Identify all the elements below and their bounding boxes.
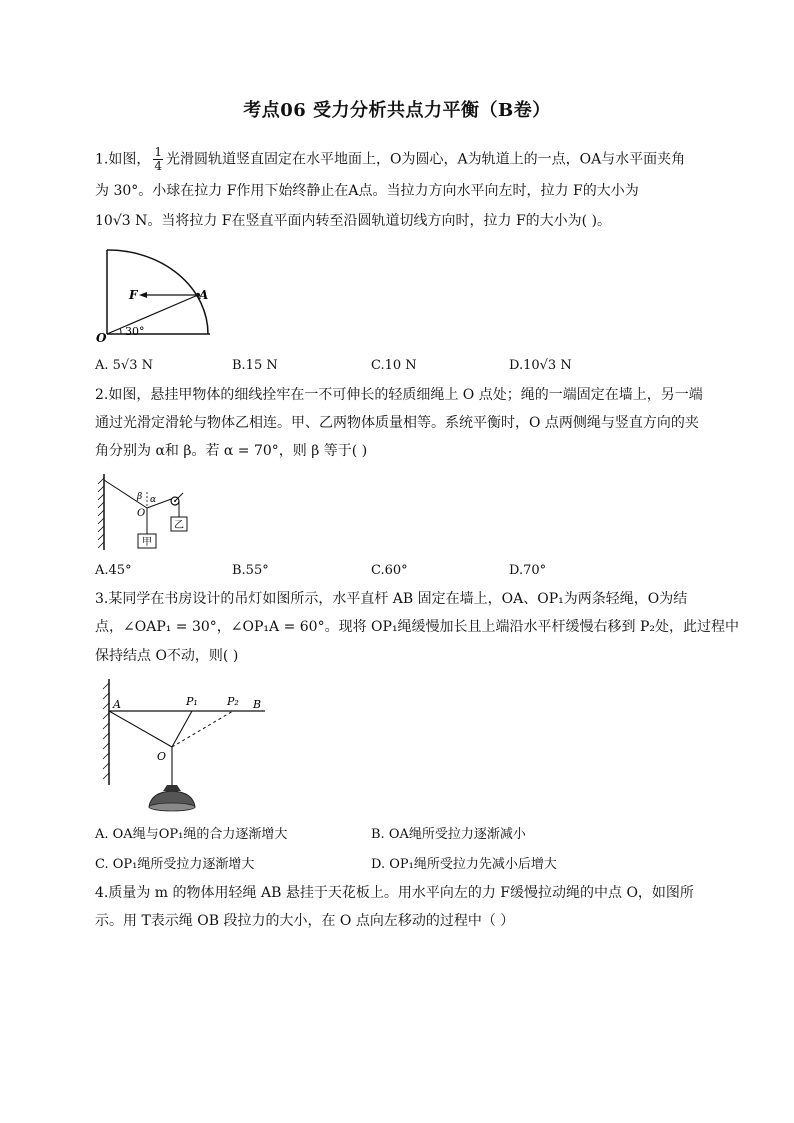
q2-line-1: 2.如图，悬挂甲物体的细线拴牢在一不可伸长的轻质细绳上 O 点处；绳的一端固定在墙上，另一端 — [95, 387, 703, 403]
q3-fig-label-P2: P₂ — [227, 695, 239, 708]
q1-fig-radius-OA — [107, 295, 198, 334]
q1-lead: 1.如图， — [95, 151, 151, 168]
q1-fig-label-A: A — [199, 288, 209, 302]
q1-fig-angle-arc — [120, 328, 121, 334]
q2-fig-label-alpha: α — [150, 495, 157, 505]
q1-line-2: 为 30°。小球在拉力 F作用下始终静止在A点。当拉力方向水平向左时，拉力 F的大小为 — [95, 183, 639, 199]
q1-option-a[interactable]: A. 5√3 N — [95, 358, 153, 373]
q3-option-b[interactable]: B. OA绳所受拉力逐渐减小 — [371, 827, 526, 842]
q3-fig-rope-OP1 — [172, 711, 192, 747]
q3-figure — [95, 677, 275, 817]
q2-option-c[interactable]: C.60° — [371, 563, 408, 578]
q2-line-2: 通过光滑定滑轮与物体乙相连。甲、乙两物体质量相等。系统平衡时，O 点两侧绳与竖直方向的夹 — [95, 415, 699, 431]
q3-fig-lamp-base — [149, 803, 195, 811]
q1-fig-label-F: F — [129, 288, 138, 302]
q1-fig-arrowhead — [139, 292, 147, 298]
q3-fig-wall-hatch — [103, 683, 109, 779]
q1-fig-angle-label: 30° — [125, 325, 145, 338]
q3-option-d[interactable]: D. OP₁绳所受拉力先减小后增大 — [371, 857, 557, 872]
q1-line-1 — [95, 146, 685, 173]
q1-line-3: 10√3 N。当将拉力 F在竖直平面内转至沿圆轨道切线方向时，拉力 F的大小为( )。 — [95, 213, 612, 229]
q1-option-c[interactable]: C.10 N — [371, 358, 417, 373]
q2-fig-label-yi: 乙 — [174, 520, 184, 531]
page-title: 考点06 受力分析共点力平衡（B卷） — [243, 100, 551, 121]
q2-fig-label-beta: β — [137, 492, 143, 502]
q4-line-1: 4.质量为 m 的物体用轻绳 AB 悬挂于天花板上。用水平向左的力 F缓慢拉动绳的中点 O，如图所 — [95, 885, 694, 901]
q2-line-3: 角分别为 α和 β。若 α = 70°，则 β 等于( ) — [95, 443, 368, 459]
q3-line-2: 点，∠OAP₁ = 30°，∠OP₁A = 60°。现将 OP₁绳缓慢加长且上端沿水平杆缓慢右移到 P₂处，此过程中 — [95, 619, 740, 635]
q3-option-a[interactable]: A. OA绳与OP₁绳的合力逐渐增大 — [95, 827, 288, 842]
q4-line-2: 示。用 T表示绳 OB 段拉力的大小，在 O 点向左移动的过程中（ ） — [95, 913, 515, 929]
q1-figure — [95, 244, 220, 344]
q1-fig-label-O: O — [96, 331, 107, 344]
q2-option-b[interactable]: B.55° — [232, 563, 269, 578]
q3-fig-label-P1: P₁ — [186, 695, 198, 708]
q3-line-1: 3.某同学在书房设计的吊灯如图所示，水平直杆 AB 固定在墙上，OA、OP₁为两条轻绳，O为结 — [95, 591, 688, 607]
q1-fraction: $\frac{1}{4}$ — [154, 145, 162, 173]
q3-fig-rope-OA — [109, 711, 172, 747]
q1-line-1-rest: 光滑圆轨道竖直固定在水平地面上，O为圆心，A为轨道上的一点，OA与水平面夹角 — [166, 151, 686, 168]
q1-fig-arc — [107, 250, 208, 334]
q1-option-b[interactable]: B.15 N — [232, 358, 278, 373]
q3-option-c[interactable]: C. OP₁绳所受拉力逐渐增大 — [95, 857, 255, 872]
q2-option-a[interactable]: A.45° — [95, 563, 132, 578]
q2-fig-label-O: O — [137, 508, 146, 519]
q2-fig-label-jia: 甲 — [142, 537, 152, 548]
q3-fig-label-A: A — [113, 698, 121, 711]
q1-option-d[interactable]: D.10√3 N — [509, 358, 572, 373]
q2-figure — [95, 472, 200, 554]
q3-fig-label-B: B — [253, 698, 262, 711]
q3-fig-label-O: O — [157, 750, 167, 763]
q3-fig-lamp-cap — [163, 785, 181, 791]
q2-option-d[interactable]: D.70° — [509, 563, 547, 578]
q3-line-3: 保持结点 O不动，则( ) — [95, 648, 239, 664]
q2-fig-wall-hatch — [98, 478, 104, 548]
q3-fig-rope-OP2-dashed — [172, 711, 233, 747]
